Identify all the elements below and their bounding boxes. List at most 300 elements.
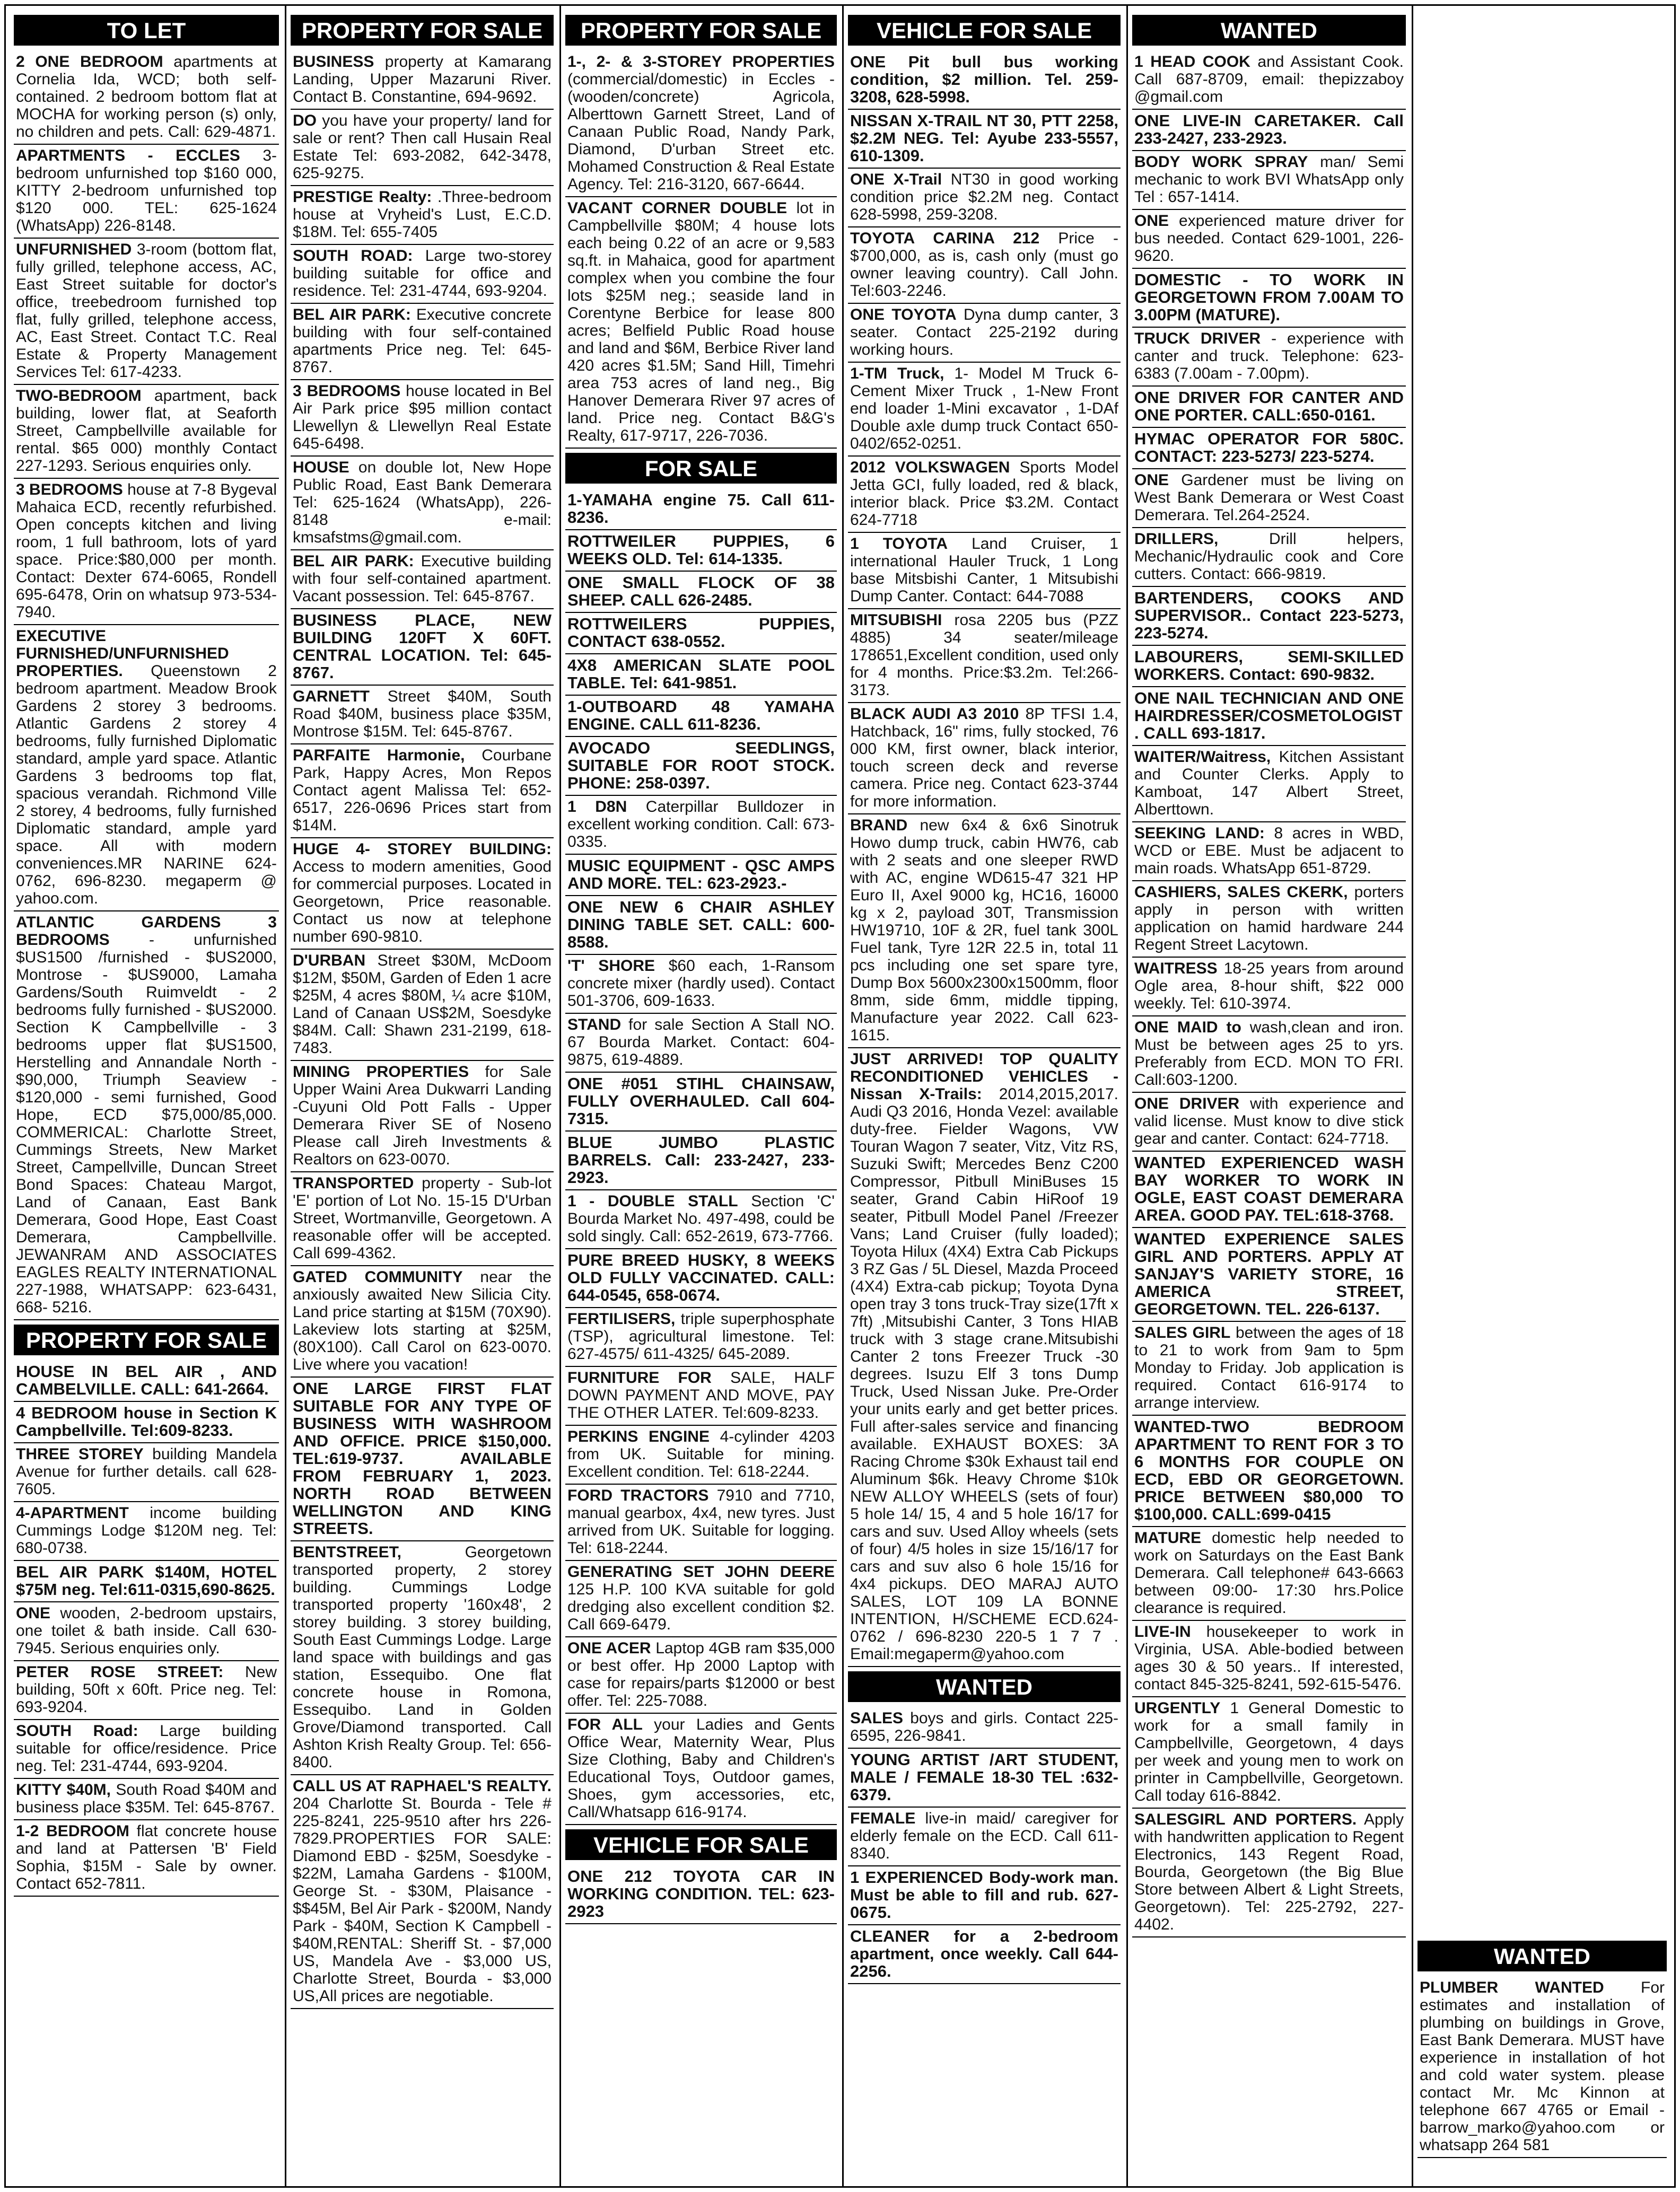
ad-title: WANTED EXPERIENCE SALES GIRL AND PORTERS. APPLY AT SANJAY'S VARIETY STORE, 16 AMERICA STREET, GEORGETOWN. TEL. 226-6137.	[1134, 1230, 1404, 1318]
ad-title: PETER ROSE STREET:	[16, 1663, 224, 1681]
ad-title: BUSINESS	[293, 53, 374, 71]
classified-ad	[848, 1927, 1121, 1984]
classified-ad	[565, 1016, 837, 1073]
ad-title: MITSUBISHI	[850, 611, 942, 629]
classified-ad	[848, 306, 1121, 363]
ad-text: apartment, back building, lower flat, at Seaforth Street, Campbellville available for rental. $65 000) monthly Contact 227-1293. Serious enquiries only.	[16, 387, 277, 475]
classified-ad	[565, 199, 837, 449]
ad-title: EXECUTIVE FURNISHED/UNFURNISHED PROPERTIES.	[16, 627, 229, 680]
ad-text: Gardener must be living on West Bank Demerara or West Coast Demerara. Tel.264-2524.	[1134, 471, 1404, 524]
ad-text: 204 Charlotte St. Bourda - Tele # 225-8241, 225-9510 after hrs 226-7829.PROPERTIES FOR SALE: Diamond EBD - $25M, Soesdyke - $22M, Lamaha Gardens - $100M, George St. - $30M, Plaisance - $$45M, Bel Air Park - $200M, Nandy Park - $40M, Section K Campbell - $40M,RENTAL: Sheriff St. - $7,000 US, Mandela Ave - $3,000 US, Charlotte Street, Bourda - $3,000 US,All prices are negotiable.	[293, 1795, 552, 2005]
classified-ad	[14, 241, 279, 385]
ad-title: MINING PROPERTIES	[293, 1063, 469, 1081]
ad-text: lot in Campbellville $80M; 4 house lots each being 0.22 of an acre or 9,583 sq.ft. in Mahaica, good for apartment complex when you combine the four lots $25M neg.; seaside land in Corentyne Berbice for lease 800 acres; Belfield Public Road house and land and $6M, Berbice River land 420 acres $1.5M; Sand Hill, Timehri area 753 acres of land neg., Big Hanover Demerara River 97 acres of land. Price neg. Contact B&G's Realty, 617-9717, 226-7036.	[567, 199, 835, 444]
classified-ad	[291, 1268, 554, 1378]
ad-text: 7910 and 7710, manual gearbox, 4x4, new tyres. Just arrived from UK. Suitable for logging. Tel: 618-2244.	[567, 1487, 835, 1557]
classified-ad	[565, 957, 837, 1014]
ads-list	[291, 53, 554, 2009]
ad-text: triple superphosphate (TSP), agricultural limestone. Tel: 627-4575/ 611-4325/ 645-2089.	[567, 1310, 835, 1363]
ad-title: SALES	[850, 1709, 904, 1727]
ad-text: flat concrete house and land at Pattersen 'B' Field Sophia, $15M - Sale by owner. Contact 652-7811.	[16, 1822, 277, 1892]
ad-text: for sale Section A Stall NO. 67 Bourda Market. Contact: 604-9875, 619-4889.	[567, 1016, 835, 1068]
classified-ad	[14, 1822, 279, 1897]
classified-ad	[291, 53, 554, 110]
ad-title: WANTED-TWO BEDROOM APARTMENT TO RENT FOR 3 TO 6 MONTHS FOR COUPLE ON ECD, EBD OR GEORGETOWN. PRICE BETWEEN $80,000 TO $100,000. CALL:699-0415	[1134, 1417, 1404, 1523]
ad-text: - unfurnished $US1500 /furnished - $US2000, Montrose - $US9000, Lamaha Gardens/South Ruimveldt - 2 bedrooms fully furnished - $US2000. Section K Campbellville - 3 bedrooms upper flat $US1500, Herstelling and Annandale North - $90,000, Triumph Seaview - $120,000 - semi furnished, Good Hope, ECD $75,000/85,000. COMMERICAL: Charlotte Street, Cummings Streets, New Market Street, Campellville, Duncan Street Bond Spaces: Chateau Margot, Land of Canaan, East Bank Demerara, Good Hope, East Coast Demerara, Campbellville. JEWANRAM AND ASSOCIATES EAGLES REALTY INTERNATIONAL 227-1988, WHATSAPP: 623-6431, 668- 5216.	[16, 931, 277, 1316]
classified-ad	[291, 112, 554, 186]
ad-title: TRUCK DRIVER	[1134, 330, 1261, 347]
ad-text: boys and girls. Contact 225-6595, 226-9841.	[850, 1709, 1118, 1744]
ad-title: 1-OUTBOARD 48 YAMAHA ENGINE. CALL 611-8236.	[567, 697, 835, 733]
ad-text: Queenstown 2 bedroom apartment. Meadow Brook Gardens 2 storey 3 bedrooms. Atlantic Gardens 2 storey 4 bedrooms, fully furnished Diplomatic standard, ample yard space. Atlantic Gardens 3 bedrooms top flat, spacious verandah. Richmond Ville 2 storey, 4 bedrooms, fully furnished Diplomatic standard, ample yard space. All with modern conveniences.MR NARINE 624-0762, 696-8230. megaperm @ yahoo.com.	[16, 662, 277, 907]
ad-title: DOMESTIC - TO WORK IN GEORGETOWN FROM 7.00AM TO 3.00PM (MATURE).	[1134, 270, 1404, 324]
section-header: PROPERTY FOR SALE	[14, 1325, 279, 1355]
ad-text: Drill helpers, Mechanic/Hydraulic cook and Core cutters. Contact: 666-9819.	[1134, 530, 1404, 583]
ad-title: SEEKING LAND:	[1134, 825, 1265, 842]
ad-title: D'URBAN	[293, 952, 366, 969]
ad-title: PRESTIGE Realty:	[293, 188, 432, 206]
ad-text: 8 acres in WBD, WCD or EBE. Must be adjacent to main roads. WhatsApp 651-8729.	[1134, 825, 1404, 877]
ad-title: FERTILISERS,	[567, 1310, 676, 1328]
ad-text: house at 7-8 Bygeval Mahaica ECD, recently refurbished. Open concepts kitchen and living room, 1 full bathroom, lots of yard space. Price:$80,000 per month. Contact: Dexter 674-6065, Rondell 695-6478, Orin on whatsup 973-534-7940.	[16, 481, 277, 621]
ad-text: live-in maid/ caregiver for elderly female on the ECD. Call 611-8340.	[850, 1810, 1118, 1862]
ad-title: JUST ARRIVED! TOP QUALITY RECONDITIONED VEHICLES - Nissan X-Trails:	[850, 1050, 1118, 1103]
classified-ad	[848, 535, 1121, 609]
section-header: WANTED	[848, 1671, 1121, 1702]
classified-ad	[848, 1751, 1121, 1808]
classified-ad	[14, 53, 279, 145]
ad-text: For estimates and installation of plumbing on buildings in Grove, East Bank Demerara. MUST have experience in installation of hot and cold water system. please contact Mr. Mc Kinnon at telephone 667 4765 or Email - barrow_marko@yahoo.com or whatsapp 264 581	[1420, 1979, 1665, 2154]
ad-text: near the anxiously awaited New Silicia City. Land price starting at $15M (70X90). Lakeview lots starting at $25M, (80X100). Call Carol on 623-0070. Live where you vacation!	[293, 1268, 552, 1373]
ad-text: 125 H.P. 100 KVA suitable for gold dredging also excellent condition $2. Call 669-6479.	[567, 1581, 835, 1633]
classified-ad	[1132, 1324, 1406, 1416]
column-to-let	[14, 15, 279, 2189]
classified-ad	[848, 53, 1121, 110]
ad-text: 2014,2015,2017. Audi Q3 2016, Honda Vezel: available duty-free. Fielder Wagons, VW Touran Wagon 7 seater, Vitz, Vitz RS, Suzuki Swift; Mercedes Benz C200 Compressor, Pitbull MiniBuses 15 seater, Grand Cabin HiRoof 19 seater, Pitbull Model Panel /Freezer Vans; Land Cruiser (fully loaded); Toyota Hilux (4X4) Extra Cab Pickups 3 RZ Gas / 5L Diesel, Mazda Proceed (4X4) Extra-cab pickup; Toyota Dyna open tray 3 tons truck-Tray size(17ft x 7ft) ,Mitsubishi Canter, 3 Tons HIAB truck with 3 stage crane.Mitsubishi Canter 2 tons Freezer Truck -30 degrees. Isuzu Elf 3 tons Dump Truck, Used Nissan Juke. Pre-Order your units early and get better prices. Full after-sales service and financing available. EXHAUST BOXES: 3A Racing Chrome $30k Exhaust tail end Aluminum $6k. Heavy Chrome $10k NEW ALLOY WHEELS (sets of four) 5 hole 14/ 15, 4 and 5 hole 16/17 for cars and suv. Used Alloy wheels (sets of four) 4/5 holes in size 15/16/17 for cars and suv also 6 hole 15/16 for 4x4 pickups. DEO MARAJ AUTO SALES, LOT 109 LA BONNE INTENTION, H/SCHEME ECD.624-0762 / 696-8230 220-5 1 7 7 . Email:megaperm@yahoo.com	[850, 1085, 1118, 1663]
classified-ad	[848, 817, 1121, 1048]
ad-title: DO	[293, 112, 317, 129]
ad-title: APARTMENTS - ECCLES	[16, 147, 240, 164]
ad-title: ONE LIVE-IN CARETAKER. Call 233-2427, 233-2923.	[1134, 111, 1404, 147]
classified-ad	[14, 481, 279, 625]
classified-ad	[1132, 1154, 1406, 1228]
ad-title: 4-APARTMENT	[16, 1504, 129, 1522]
classified-ad	[565, 1487, 837, 1561]
classified-ad	[291, 306, 554, 380]
ad-title: 1-TM Truck,	[850, 365, 944, 382]
ads-list	[848, 1709, 1121, 1984]
column-divider	[1412, 5, 1413, 2187]
classified-ad	[565, 1639, 837, 1714]
classified-ad	[565, 1251, 837, 1308]
classified-ad	[291, 747, 554, 838]
ad-title: FOR ALL	[567, 1716, 643, 1733]
ad-title: ROTTWEILERS PUPPIES, CONTACT 638-0552.	[567, 615, 835, 651]
ad-title: LABOURERS, SEMI-SKILLED WORKERS. Contact: 690-9832.	[1134, 647, 1404, 683]
ad-title: FORD TRACTORS	[567, 1487, 709, 1504]
classified-ad	[291, 553, 554, 609]
ad-text: Street $30M, McDoom $12M, $50M, Garden of Eden 1 acre $25M, 4 acres $80M, ¼ acre $10M, Land of Canaan US$2M, Soesdyke $84M. Call: Shawn 231-2199, 618-7483.	[293, 952, 552, 1057]
classified-ad	[291, 1063, 554, 1172]
classified-ad	[291, 952, 554, 1061]
ad-text: 1- Model M Truck 6-Cement Mixer Truck , 1-New Front end loader 1-Mini excavator , 1-DAf Double axle dump truck Contact 650-0402/652-0251.	[850, 365, 1118, 452]
ad-text: property at Kamarang Landing, Upper Mazaruni River. Contact B. Constantine, 694-9692.	[293, 53, 552, 106]
column-property-for-sale	[291, 15, 554, 2189]
ad-title: BUSINESS PLACE, NEW BUILDING 120FT X 60FT. CENTRAL LOCATION. Tel: 645-8767.	[293, 611, 552, 682]
ad-title: WAITER/Waitress,	[1134, 748, 1271, 766]
classified-ad	[14, 1445, 279, 1502]
ad-text: Price - $700,000, as is, cash only (must go owner leaving country). Call John. Tel:603-2246.	[850, 230, 1118, 300]
ad-title: 2 ONE BEDROOM	[16, 53, 163, 71]
ad-title: TWO-BEDROOM	[16, 387, 142, 405]
classified-ad	[848, 705, 1121, 814]
classified-ad	[848, 230, 1121, 304]
ad-title: 1-2 BEDROOM	[16, 1822, 129, 1840]
column-divider	[842, 5, 844, 2187]
classified-ad	[291, 1544, 554, 1775]
ad-title: 1-YAMAHA engine 75. Call 611-8236.	[567, 490, 835, 527]
ad-title: 3 BEDROOMS	[16, 481, 123, 498]
classified-ad	[1132, 1811, 1406, 1937]
classified-ad	[14, 1604, 279, 1661]
ad-text: wooden, 2-bedroom upstairs, one toilet & bath inside. Call 630-7945. Serious enquiries only.	[16, 1604, 277, 1657]
ad-title: 1-, 2- & 3-STOREY PROPERTIES	[567, 53, 835, 71]
ad-text: your Ladies and Gents Office Wear, Maternity Wear, Plus Size Clothing, Baby and Children's Educational Toys, Outdoor games, Shoes, gym accessories, etc, Call/Whatsapp 616-9174.	[567, 1716, 835, 1821]
ad-text: Access to modern amenities, Good for commercial purposes. Located in Georgetown, Price reasonable. Contact us now at telephone number 690-9810.	[293, 858, 552, 945]
ad-text: Street $40M, South Road $40M, business place $35M, Montrose $15M. Tel: 645-8767.	[293, 688, 552, 740]
classified-ad	[848, 1050, 1121, 1667]
classified-ad	[1132, 1418, 1406, 1527]
ad-title: ONE SMALL FLOCK OF 38 SHEEP. CALL 626-2485.	[567, 573, 835, 609]
classified-ad	[14, 914, 279, 1320]
ad-title: STAND	[567, 1016, 622, 1033]
ad-title: BLUE JUMBO PLASTIC BARRELS. Call: 233-2427, 233-2923.	[567, 1133, 835, 1187]
ad-text: Apply with handwritten application to Regent Electronics, 143 Regent Road, Bourda, Georgetown (the Big Blue Store between Albert & Light Streets, Georgetown). Tel: 225-2792, 227-4402.	[1134, 1811, 1404, 1933]
ad-text: Land Cruiser, 1 international Hauler Truck, 1 Long base Mitsbishi Canter, 1 Mitsubishi Dump Canter. Contact: 644-7088	[850, 535, 1118, 605]
classified-ad	[565, 739, 837, 796]
ad-title: ONE	[16, 1604, 51, 1622]
ad-title: 3 BEDROOMS	[293, 382, 401, 400]
ads-list	[1132, 53, 1406, 1937]
ads-list	[565, 1867, 837, 1924]
classified-ad	[1132, 430, 1406, 469]
ad-text: South Road $40M and business place $35M. Tel: 645-8767.	[16, 1781, 277, 1816]
ad-text: property - Sub-lot 'E' portion of Lot No. 15-15 D'Urban Street, Wortmanville, Georgetown. A reasonable offer will be accepted. Call 699-4362.	[293, 1174, 552, 1262]
ad-text: Dyna dump canter, 3 seater. Contact 225-2192 during working hours.	[850, 306, 1118, 358]
ad-title: ONE ACER	[567, 1639, 651, 1657]
section-header: PROPERTY FOR SALE	[291, 15, 554, 46]
ad-title: ATLANTIC GARDENS 3 BEDROOMS	[16, 914, 277, 949]
ad-title: WANTED EXPERIENCED WASH BAY WORKER TO WORK IN OGLE, EAST COAST DEMERARA AREA. GOOD PAY. TEL:618-3768.	[1134, 1153, 1404, 1224]
ad-text: building Mandela Avenue for further details. call 628-7605.	[16, 1445, 277, 1498]
ad-title: ONE	[1134, 471, 1169, 489]
ad-text: Caterpillar Bulldozer in excellent working condition. Call: 673-0335.	[567, 798, 835, 851]
ad-title: MATURE	[1134, 1529, 1202, 1547]
ad-title: CASHIERS, SALES CKERK,	[1134, 883, 1348, 901]
classified-ad	[565, 1075, 837, 1132]
classified-ad	[565, 53, 837, 197]
classified-ad	[1132, 689, 1406, 746]
ad-title: KITTY $40M,	[16, 1781, 111, 1799]
ad-text: Kitchen Assistant and Counter Clerks. Apply to Kamboat, 147 Albert Street, Alberttown.	[1134, 748, 1404, 818]
ads-list	[565, 53, 837, 449]
ad-text: Section 'C' Bourda Market No. 497-498, could be sold singly. Call: 652-2619, 673-7766.	[567, 1193, 835, 1245]
classified-ad	[565, 798, 837, 855]
ad-title: WAITRESS	[1134, 960, 1218, 977]
ad-title: UNFURNISHED	[16, 241, 132, 258]
ad-text: on double lot, New Hope Public Road, East Bank Demerara Tel: 625-1624 (WhatsApp), 226-8148 e-mail: kmsafstms@gmail.com.	[293, 459, 552, 546]
ad-title: ONE TOYOTA	[850, 306, 957, 323]
ad-title: BLACK AUDI A3 2010	[850, 705, 1019, 723]
ad-text: Laptop 4GB ram $35,000 or best offer. Hp 2000 Laptop with case for repairs/parts $12000 or best offer. Tel: 225-7088.	[567, 1639, 835, 1709]
ad-title: PARFAITE Harmonie,	[293, 747, 465, 764]
ad-title: VACANT CORNER DOUBLE	[567, 199, 788, 217]
classified-ad	[14, 1504, 279, 1561]
classified-ad	[565, 656, 837, 696]
column-divider	[1126, 5, 1128, 2187]
ad-title: ONE DRIVER FOR CANTER AND ONE PORTER. CALL:650-0161.	[1134, 388, 1404, 424]
section-header: VEHICLE FOR SALE	[565, 1829, 837, 1860]
classified-ad	[1132, 825, 1406, 881]
ad-title: PLUMBER WANTED	[1420, 1979, 1604, 1996]
ad-text: Large two-storey building suitable for office and residence. Tel: 231-4744, 693-9204.	[293, 247, 552, 300]
column-wanted	[1132, 15, 1406, 2189]
ad-title: SALES GIRL	[1134, 1324, 1231, 1341]
ad-title: 2012 VOLKSWAGEN	[850, 459, 1010, 476]
classified-ad	[848, 171, 1121, 227]
ad-text: .Three-bedroom house at Vryheid's Lust, E.C.D. $18M. Tel: 655-7405	[293, 188, 552, 241]
ad-text: Large building suitable for office/residence. Price neg. Tel: 231-4744, 693-9204.	[16, 1722, 277, 1775]
classified-ad	[1132, 53, 1406, 110]
ad-title: TOYOTA CARINA 212	[850, 230, 1040, 247]
column-divider	[559, 5, 561, 2187]
ad-text: Executive building with four self-contained apartment. Vacant possession. Tel: 645-8767.	[293, 553, 552, 605]
ad-title: ONE DRIVER	[1134, 1095, 1240, 1112]
ad-title: PERKINS ENGINE	[567, 1428, 710, 1445]
ad-text: between the ages of 18 to 21 to work from 9am to 5pm Monday to Friday. Job application is required. Contact 616-9174 to arrange interview.	[1134, 1324, 1404, 1411]
classified-ad	[1132, 589, 1406, 646]
classified-ad	[1132, 471, 1406, 528]
classified-ad	[1132, 212, 1406, 269]
ad-text: porters apply in person with written application on hamid hardware 244 Regent Street Lacytown.	[1134, 883, 1404, 953]
classified-ad	[1418, 1979, 1667, 2158]
ad-title: 4X8 AMERICAN SLATE POOL TABLE. Tel: 641-9851.	[567, 656, 835, 692]
ad-title: HOUSE	[293, 459, 349, 476]
ad-text: - experience with canter and truck. Telephone: 623-6383 (7.00am - 7.00pm).	[1134, 330, 1404, 382]
ad-title: SOUTH Road:	[16, 1722, 138, 1740]
ad-title: 1 TOYOTA	[850, 535, 948, 553]
classified-ad	[14, 1563, 279, 1602]
classified-ad	[1132, 112, 1406, 151]
classified-ad	[14, 387, 279, 479]
ad-title: BEL AIR PARK $140M, HOTEL $75M neg. Tel:611-0315,690-8625.	[16, 1563, 277, 1599]
ad-text: with experience and valid license. Must know to dive stick gear and canter. Contact: 624-7718.	[1134, 1095, 1404, 1147]
classified-ad	[565, 1716, 837, 1825]
ad-text: Sports Model Jetta GCI, fully loaded, red & black, interior black. Price $3.2M. Contact 624-7718	[850, 459, 1118, 529]
ad-text: wash,clean and iron. Must be between ages 25 to yrs. Preferably from ECD. MON TO FRI. Call:603-1200.	[1134, 1019, 1404, 1089]
ad-text: domestic help needed to work on Saturdays on the East Bank Demerara. Call telephone# 643-6663 between 09:00- 17:30 hrs.Police clearance is required.	[1134, 1529, 1404, 1617]
ad-title: TRANSPORTED	[293, 1174, 414, 1192]
ad-text: 18-25 years from around Ogle area, 8-hour shift, $22 000 weekly. Tel: 610-3974.	[1134, 960, 1404, 1012]
section-header: WANTED	[1418, 1941, 1667, 1971]
ad-title: FURNITURE FOR	[567, 1369, 712, 1387]
ad-title: MUSIC EQUIPMENT - QSC AMPS AND MORE. TEL: 623-2923.-	[567, 856, 835, 892]
ad-text: for Sale Upper Waini Area Dukwarri Landing -Cuyuni Old Pott Falls - Upper Demerara River SE of Noseno Please call Jireh Investments & Realtors on 623-0070.	[293, 1063, 552, 1168]
ads-list	[14, 53, 279, 1320]
classified-ad	[848, 112, 1121, 169]
classified-ad	[565, 1369, 837, 1426]
classified-ad	[14, 627, 279, 911]
ad-title: BODY WORK SPRAY	[1134, 153, 1308, 171]
ads-list	[848, 53, 1121, 1667]
ad-text: NT30 in good working condition price $2.2M neg. Contact 628-5998, 259-3208.	[850, 171, 1118, 223]
classified-ad	[14, 147, 279, 239]
classified-ad	[565, 532, 837, 572]
classified-ad	[565, 698, 837, 737]
ad-title: LIVE-IN	[1134, 1623, 1191, 1641]
ad-text: apartments at Cornelia Ida, WCD; both self-contained. 2 bedroom bottom flat at MOCHA for working person (s) only, no children and pets. Call: 629-4871.	[16, 53, 277, 141]
classified-ad	[565, 1134, 837, 1190]
classified-ad	[1132, 1699, 1406, 1809]
ad-title: DRILLERS,	[1134, 530, 1219, 548]
ad-text: SALE, HALF DOWN PAYMENT AND MOVE, PAY THE OTHER LATER. Tel:609-8233.	[567, 1369, 835, 1422]
ad-title: THREE STOREY	[16, 1445, 144, 1463]
ads-list	[565, 491, 837, 1825]
section-header: PROPERTY FOR SALE	[565, 15, 837, 46]
classified-ad	[565, 1193, 837, 1249]
ad-title: ONE LARGE FIRST FLAT SUITABLE FOR ANY TYPE OF BUSINESS WITH WASHROOM AND OFFICE. PRICE $150,000. TEL:619-9737. AVAILABLE FROM FEBRUARY 1, 2023. NORTH ROAD BETWEEN WELLINGTON AND KING STREETS.	[293, 1379, 552, 1538]
ad-title: 'T' SHORE	[567, 957, 655, 975]
classified-ad	[1132, 1019, 1406, 1093]
classified-ad	[848, 459, 1121, 533]
classified-ad	[848, 611, 1121, 703]
ad-title: ONE NEW 6 CHAIR ASHLEY DINING TABLE SET. CALL: 600-8588.	[567, 898, 835, 951]
column-divider	[285, 5, 286, 2187]
classified-ad	[565, 1563, 837, 1637]
classified-ad	[565, 574, 837, 613]
ad-title: HOUSE IN BEL AIR , AND CAMBELVILLE. CALL: 641-2664.	[16, 1362, 277, 1398]
ad-title: FEMALE	[850, 1810, 916, 1827]
ad-title: CALL US AT RAPHAEL'S REALTY.	[293, 1777, 552, 1795]
classified-ad	[1132, 648, 1406, 687]
ad-title: 1 HEAD COOK	[1134, 53, 1250, 71]
ad-title: HYMAC OPERATOR FOR 580C. CONTACT: 223-5273/ 223-5274.	[1134, 429, 1404, 466]
classified-ad	[1132, 1529, 1406, 1621]
ad-text: (commercial/domestic) in Eccles - (wooden/concrete) Agricola, Alberttown Garnett Street, Land of Canaan Public Road, Nandy Park, Diamond, D'urban Street etc. Mohamed Construction & Real Estate Agency. Tel: 216-3120, 667-6644.	[567, 71, 835, 193]
ad-text: 3-room (bottom flat, fully grilled, telephone access, AC, East Street suitable for doctor's office, treebedroom furnished top flat, fully grilled, telephone access, AC, East Street. Contact T.C. Real Estate & Property Management Services Tel: 617-4233.	[16, 241, 277, 381]
ad-title: ONE #051 STIHL CHAINSAW, FULLY OVERHAULED. Call 604-7315.	[567, 1074, 835, 1128]
classified-ad	[1132, 530, 1406, 587]
ad-title: BARTENDERS, COOKS AND SUPERVISOR.. Contact 223-5273, 223-5274.	[1134, 589, 1404, 642]
classified-ad	[14, 1781, 279, 1820]
ad-text: experienced mature driver for bus needed. Contact 629-1001, 226-9620.	[1134, 212, 1404, 265]
ad-text: you have your property/ land for sale or rent? Then call Husain Real Estate Tel: 693-2082, 642-3478, 625-9275.	[293, 112, 552, 182]
ad-title: ONE NAIL TECHNICIAN AND ONE HAIRDRESSER/COSMETOLOGIST. CALL 693-1817.	[1134, 689, 1404, 742]
classified-ad	[1132, 271, 1406, 328]
classified-ad	[848, 1869, 1121, 1925]
ad-title: BEL AIR PARK:	[293, 553, 414, 570]
classified-ad	[14, 1663, 279, 1720]
classified-ad	[1132, 1623, 1406, 1697]
ad-text: man/ Semi mechanic to work BVI WhatsApp only Tel : 657-1414.	[1134, 153, 1404, 206]
classified-ad	[565, 898, 837, 955]
ad-title: ONE	[1134, 212, 1169, 230]
ad-title: GATED COMMUNITY	[293, 1268, 463, 1286]
ads-list	[14, 1363, 279, 1897]
ad-text: 3-bedroom unfurnished top $160 000, KITTY 2-bedroom unfurnished top $120 000. TEL: 625-1624 (WhatsApp) 226-8148.	[16, 147, 277, 234]
ad-text: 8P TFSI 1.4, Hatchback, 16" rims, fully stocked, 76 000 KM, first owner, black interior, touch screen deck and reverse camera. Price neg. Contact 623-3744 for more information.	[850, 705, 1118, 810]
classified-ad	[14, 1363, 279, 1402]
classified-ad	[14, 1722, 279, 1779]
ad-title: 1 - DOUBLE STALL	[567, 1193, 738, 1210]
ad-title: AVOCADO SEEDLINGS, SUITABLE FOR ROOT STOCK. PHONE: 258-0397.	[567, 739, 835, 792]
ad-text: 4-cylinder 4203 from UK. Suitable for mining. Excellent condition. Tel: 618-2244.	[567, 1428, 835, 1480]
ad-title: BEL AIR PARK:	[293, 306, 411, 323]
ad-title: ONE X-Trail	[850, 171, 942, 188]
ad-title: SOUTH ROAD:	[293, 247, 413, 265]
classified-ad	[1132, 883, 1406, 958]
classified-ad	[291, 188, 554, 245]
ad-text: Courbane Park, Happy Acres, Mon Repos Contact agent Malissa Tel: 652-6517, 226-0696 Prices start from $14M.	[293, 747, 552, 834]
ads-list	[1418, 1979, 1667, 2158]
ad-title: BRAND	[850, 817, 908, 834]
ad-text: Georgetown transported property, 2 storey building. Cummings Lodge transported property '160x48', 2 storey building. 3 storey building, South East Cummings Lodge. Large land space with buildings and gas station, Essequibo. One flat concrete house in Romona, Essequibo. Land in Golden Grove/Diamond transported. Call Ashton Krish Realty Group. Tel: 656-8400.	[293, 1544, 552, 1771]
ad-title: GARNETT	[293, 688, 370, 705]
ad-text: rosa 2205 bus (PZZ 4885) 34 seater/mileage 178651,Excellent condition, used only for 4 months. Price:$3.2m. Tel:266-3173.	[850, 611, 1118, 699]
ad-title: URGENTLY	[1134, 1699, 1221, 1717]
classified-ad	[1132, 960, 1406, 1016]
ad-text: 1 General Domestic to work for a small family in Campbellville, Georgetown, 4 days per week and young men to work on printer in Campbellville, Georgetown. Call today 616-8842.	[1134, 1699, 1404, 1804]
ad-text: housekeeper to work in Virginia, USA. Able-bodied between ages 30 & 50 years.. If interested, contact 845-325-8241, 592-615-5476.	[1134, 1623, 1404, 1693]
column-vehicle-for-sale	[848, 15, 1121, 2189]
ad-title: ONE Pit bull bus working condition, $2 million. Tel. 259-3208, 628-5998.	[850, 52, 1118, 106]
classified-ad	[291, 1777, 554, 2009]
classified-ad	[291, 247, 554, 304]
classified-ad	[291, 459, 554, 550]
classified-ad	[1132, 330, 1406, 387]
ad-title: PURE BREED HUSKY, 8 WEEKS OLD FULLY VACCINATED. CALL: 644-0545, 658-0674.	[567, 1251, 835, 1304]
ad-title: 4 BEDROOM house in Section K Campbellville. Tel:609-8233.	[16, 1404, 277, 1440]
ad-text: house located in Bel Air Park price $95 million contact Llewellyn & Llewellyn Real Estate 645-6498.	[293, 382, 552, 452]
ad-title: YOUNG ARTIST /ART STUDENT, MALE / FEMALE 18-30 TEL :632-6379.	[850, 1750, 1118, 1804]
classified-ad	[848, 1810, 1121, 1866]
ad-title: NISSAN X-TRAIL NT 30, PTT 2258, $2.2M NEG. Tel: Ayube 233-5557, 610-1309.	[850, 111, 1118, 165]
classified-ad	[291, 611, 554, 686]
classified-ad	[291, 688, 554, 744]
classified-ad	[565, 1310, 837, 1367]
ad-text: income building Cummings Lodge $120M neg. Tel: 680-0738.	[16, 1504, 277, 1557]
classified-ad	[565, 857, 837, 896]
classified-ad	[565, 1867, 837, 1924]
classified-ad	[565, 491, 837, 530]
classified-ad	[291, 382, 554, 457]
section-header: WANTED	[1132, 15, 1406, 46]
ad-title: CLEANER for a 2-bedroom apartment, once weekly. Call 644-2256.	[850, 1927, 1118, 1980]
ad-text: Executive concrete building with four self-contained apartments Price neg. Tel: 645-8767.	[293, 306, 552, 376]
classified-ad	[565, 1428, 837, 1485]
classified-ad	[1132, 153, 1406, 210]
section-header: FOR SALE	[565, 453, 837, 484]
classified-ad	[1132, 748, 1406, 822]
section-header: TO LET	[14, 15, 279, 46]
column-wanted-2	[1418, 1941, 1667, 2189]
classified-ad	[848, 365, 1121, 457]
ad-title: ROTTWEILER PUPPIES, 6 WEEKS OLD. Tel: 614-1335.	[567, 532, 835, 568]
ad-title: 1 EXPERIENCED Body-work man. Must be able to fill and rub. 627-0675.	[850, 1868, 1118, 1922]
classified-ad	[848, 1709, 1121, 1749]
ad-title: HUGE 4- STOREY BUILDING:	[293, 840, 552, 858]
ad-text: new 6x4 & 6x6 Sinotruk Howo dump truck, cabin HW76, cab with 2 seats and one sleeper RWD with AC, engine WD615-47 321 HP Euro II, Axel 9000 kg, HC16, 16000 kg x 2, payload 30T, Transmission HW19710, 10F & 2R, fuel tank 300L Fuel tank, Tyre 12R 22.5 in, total 11 pcs including one set spare tyre, Dump Box 5600x2300x1500mm, floor 8mm, side 6mm, middle tipping, Manufacture year 2022. Call 623-1615.	[850, 817, 1118, 1044]
